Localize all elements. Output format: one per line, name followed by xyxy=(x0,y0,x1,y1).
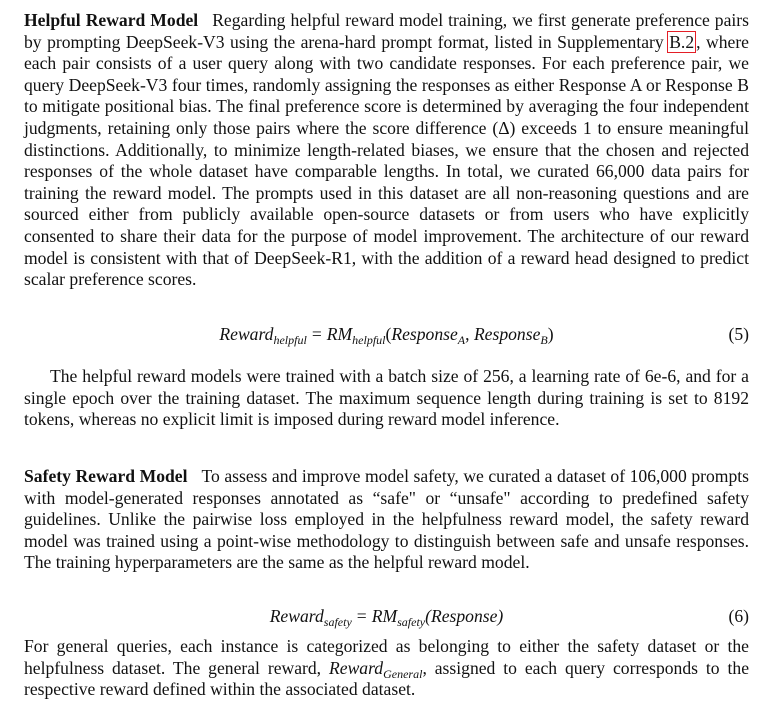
eq5-arg2-sub: B xyxy=(540,333,548,347)
eq5-rm: RM xyxy=(326,324,353,344)
helpful-reward-model-paragraph xyxy=(24,10,749,291)
equation-5-number: (5) xyxy=(728,324,749,344)
helpful-reward-model-heading: Helpful Reward Model xyxy=(24,10,199,30)
reward-general-sub: General xyxy=(383,666,423,681)
eq5-equals: = xyxy=(311,324,322,344)
eq6-equals: = xyxy=(356,606,367,626)
safety-reward-model-paragraph xyxy=(24,466,749,574)
supplementary-b2-link[interactable]: B.2 xyxy=(669,31,695,52)
eq6-rm-sub: safety xyxy=(397,615,426,629)
eq6-arg: (Response) xyxy=(425,606,504,626)
safety-reward-model-heading: Safety Reward Model xyxy=(24,466,188,486)
helpful-text-after-ref: , where each pair consists of a user query along with two candidate responses. For each preference pair, we query DeepSeek-V3 four times, randomly assigning the responses as either Response A or Response B to mitigate positional bias. The final preference score is determined by averaging the four independent judgments, retaining only those pairs where the score difference (Δ) exceeds 1 to ensure meaningful distinctions. Additionally, to minimize length-related biases, we ensure that the chosen and rejected responses of the whole dataset have comparable lengths. In total, we curated 66,000 data pairs for training the reward model. The prompts used in this dataset are all non-reasoning questions and are sourced either from publicly available open-source datasets or from users who have explicitly consented to share their data for the purpose of model improvement. The architecture of our reward model is consistent with that of DeepSeek-R1, with the addition of a reward head designed to predict scalar preference scores. xyxy=(24,31,749,290)
equation-6-body xyxy=(24,606,749,628)
eq5-close-paren: ) xyxy=(547,324,554,344)
equation-5 xyxy=(24,324,749,346)
eq5-arg2: Response xyxy=(473,324,541,344)
eq6-rm: RM xyxy=(371,606,398,626)
eq5-comma: , xyxy=(465,324,474,344)
general-text-after: , assigned to each query corresponds to the respective reward defined within the associated dataset. xyxy=(24,657,750,700)
general-text-before: For general queries, each instance is categorized as belonging to either the safety dataset or the helpfulness dataset. The general reward, xyxy=(24,636,749,678)
eq5-arg1: Response xyxy=(391,324,458,344)
safety-text: To assess and improve model safety, we curated a dataset of 106,000 prompts with model-generated responses annotated as “safe" or “unsafe" according to predefined safety guidelines. Unlike the pairwise loss employed in the helpfulness reward model, the safety reward model was trained using a point-wise methodology to distinguish between safe and unsafe responses. The training hyperparameters are the same as the helpful reward model. xyxy=(24,466,749,573)
eq5-lhs-sub: helpful xyxy=(273,333,307,347)
eq5-open-paren: ( xyxy=(385,324,392,344)
equation-6 xyxy=(24,606,749,628)
eq6-lhs-sub: safety xyxy=(323,615,352,629)
eq5-rm-sub: helpful xyxy=(352,333,386,347)
eq5-arg1-sub: A xyxy=(457,333,466,347)
equation-6-number: (6) xyxy=(728,606,749,626)
equation-5-body xyxy=(24,324,749,346)
general-queries-paragraph xyxy=(24,636,749,701)
eq6-lhs: Reward xyxy=(269,606,324,626)
helpful-text-before-ref: Regarding helpful reward model training, we first generate preference pairs by prompting DeepSeek-V3 using the arena-hard prompt format, listed in Supplementary xyxy=(24,10,749,52)
reward-general-term: Reward xyxy=(329,657,384,678)
helpful-training-paragraph: The helpful reward models were trained with a batch size of 256, a learning rate of 6e-6, and for a single epoch over the training dataset. The maximum sequence length during training is set to 8192 tokens, whereas no explicit limit is imposed during reward model inference. xyxy=(24,366,749,430)
eq5-lhs: Reward xyxy=(219,324,274,344)
